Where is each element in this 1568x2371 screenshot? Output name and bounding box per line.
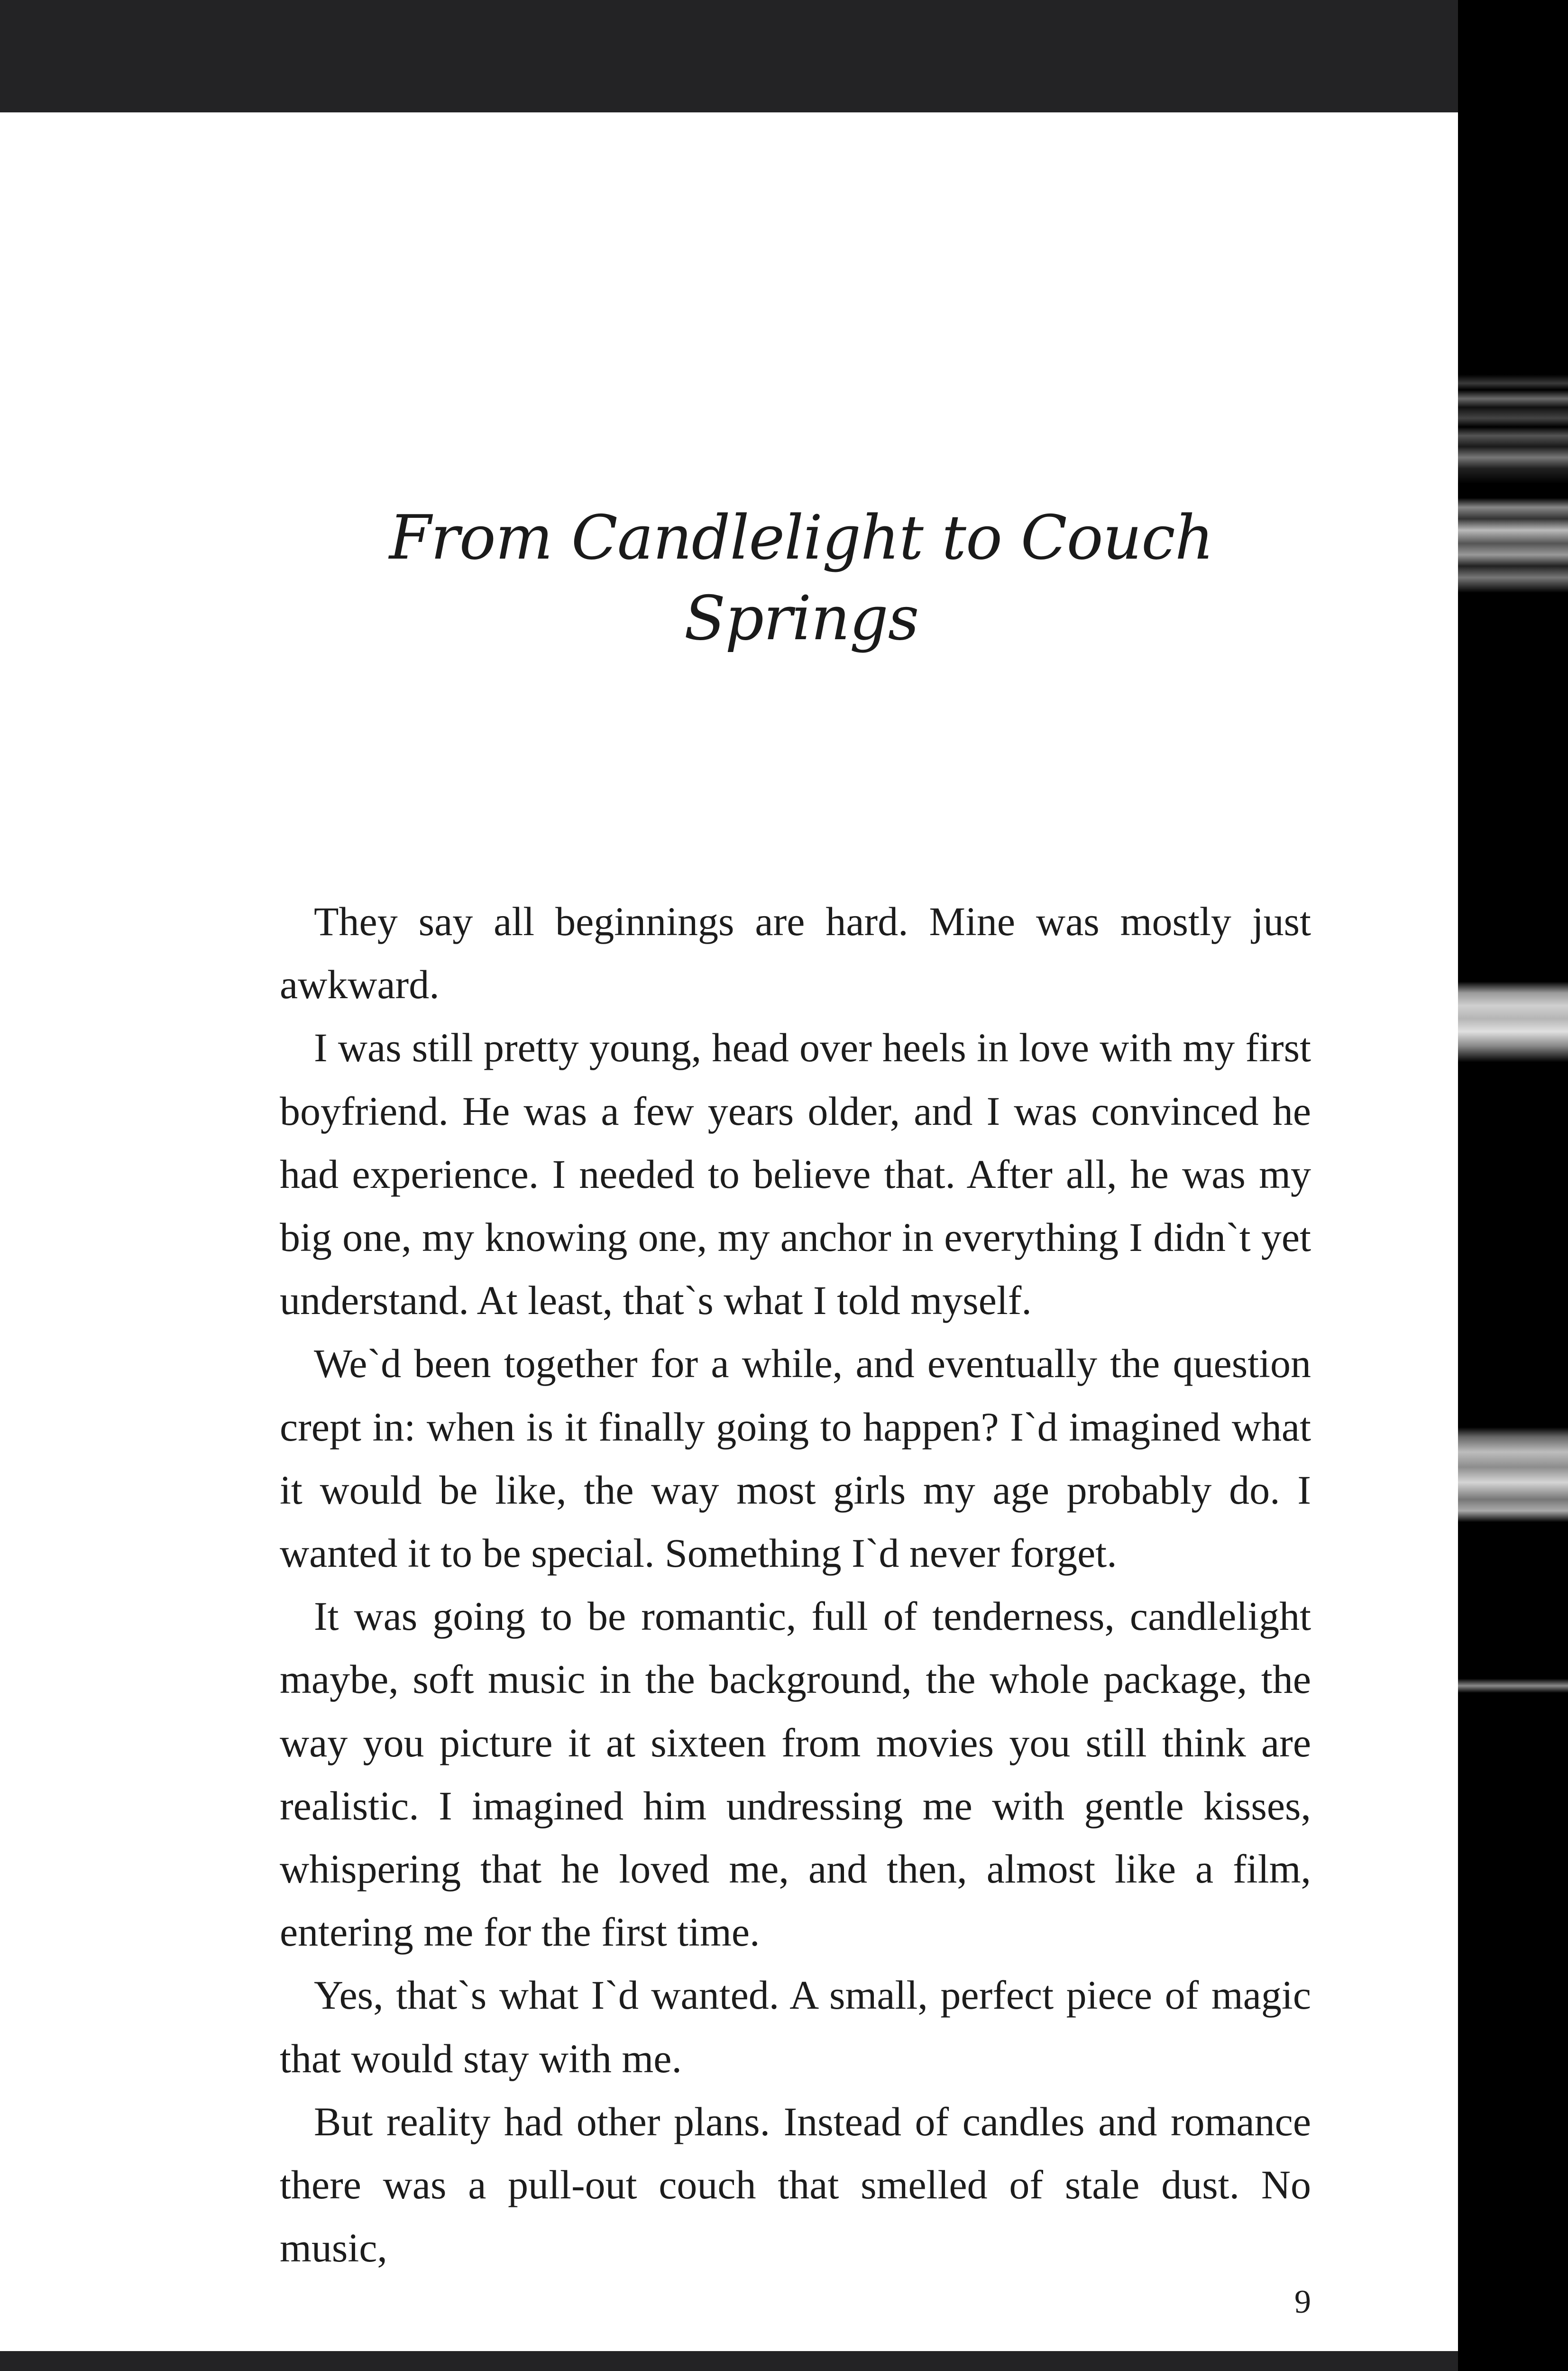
edge-highlight-5	[1458, 1679, 1568, 1693]
paragraph-5: Yes, that`s what I`d wanted. A small, perfect piece of magic that would stay with me.	[280, 1972, 1311, 2081]
top-dark-band	[0, 0, 1458, 112]
paragraph-2: I was still pretty young, head over heels in love with my first boyfriend. He was a few years older, and I was convinced he had experience. I needed to believe that. After all, he was my big one, my knowing one, my anchor in everything I didn`t yet understand. At least, that`s what I told myself.	[280, 1025, 1311, 1323]
edge-highlight-2	[1458, 498, 1568, 593]
edge-highlight-4	[1458, 1427, 1568, 1522]
paragraph-4: It was going to be romantic, full of tenderness, candlelight maybe, soft music in the background, the whole package, the way you picture it at sixteen from movies you still think are realistic. I imagined him undressing me with gentle kisses, whispering that he loved me, and then, almost like a film, entering me for the first time.	[280, 1593, 1311, 1955]
page-number: 9	[1294, 2284, 1311, 2320]
paragraph-6: But reality had other plans. Instead of candles and romance there was a pull-out couch that smelled of stale dust. No music,	[280, 2098, 1311, 2271]
edge-highlight-3	[1458, 982, 1568, 1062]
chapter-title: From Candlelight to Couch Springs	[389, 503, 1214, 654]
paragraph-1: They say all beginnings are hard. Mine was mostly just awkward.	[280, 899, 1311, 1008]
paragraph-3: We`d been together for a while, and eventually the question crept in: when is it finally going to happen? I`d imagined what it would be like, the way most girls my age probably do. I wanted it to be special. Something I`d never forget.	[280, 1341, 1311, 1576]
edge-highlight-1	[1458, 375, 1568, 484]
bottom-dark-band	[0, 2351, 1458, 2371]
page-edge-shadow	[1458, 0, 1568, 2371]
chapter-body	[280, 890, 1311, 2279]
